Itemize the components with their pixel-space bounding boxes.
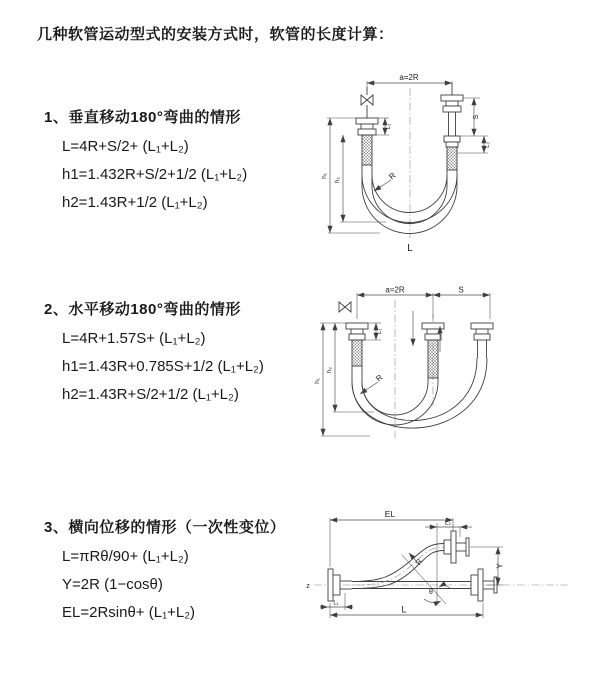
valve-icon bbox=[339, 302, 351, 312]
dim-label-h1: h₁ bbox=[321, 173, 328, 179]
formula-line: EL=2Rsinθ+ (L₁+L₂) bbox=[62, 604, 196, 621]
section-1-heading: 1、垂直移动180°弯曲的情形 bbox=[44, 109, 241, 126]
dim-label-l1: L₁ bbox=[333, 600, 339, 607]
diagram-lateral-displacement bbox=[298, 503, 590, 648]
section-2-heading: 2、水平移动180°弯曲的情形 bbox=[44, 301, 241, 318]
top-right-flange bbox=[444, 531, 469, 563]
dim-label-h2: h₂ bbox=[326, 366, 333, 374]
section-2 bbox=[44, 298, 264, 409]
dim-label-h2: h₂ bbox=[334, 176, 341, 184]
diagram-vertical-180-bend bbox=[318, 70, 576, 260]
section-3-heading: 3、横向位移的情形（一次性变位） bbox=[44, 519, 286, 536]
section-1 bbox=[44, 106, 247, 217]
dim-label-l1: L₁ bbox=[377, 328, 383, 335]
dim-label-s: S bbox=[458, 286, 464, 295]
formula-line: L=πRθ/90+ (L₁+L₂) bbox=[62, 548, 189, 565]
section-1-formulas bbox=[44, 133, 247, 217]
dim-label-s: S bbox=[473, 114, 480, 120]
hose-u-curves bbox=[362, 165, 457, 234]
dim-label-l2: L₂ bbox=[444, 519, 452, 527]
section-2-formulas bbox=[44, 325, 264, 409]
dim-label-y: Y bbox=[495, 563, 505, 569]
valve-icon bbox=[361, 95, 373, 105]
dim-label-a2r: a=2R bbox=[385, 286, 405, 295]
right-pipe-fitting bbox=[471, 323, 493, 358]
dim-label-el: EL bbox=[384, 509, 396, 519]
middle-pipe-fitting bbox=[422, 323, 444, 378]
left-pipe-fitting bbox=[356, 87, 378, 165]
dim-label-a2r: a=2R bbox=[399, 73, 419, 82]
formula-line: L=4R+S/2+ (L₁+L₂) bbox=[62, 138, 189, 155]
formula-line: Y=2R (1−cosθ) bbox=[62, 576, 163, 593]
section-3-formulas bbox=[44, 543, 285, 627]
formula-line: h2=1.43R+S/2+1/2 (L₁+L₂) bbox=[62, 386, 239, 403]
length-label: L bbox=[407, 243, 413, 254]
document-title: 几种软管运动型式的安装方式时，软管的长度计算： bbox=[37, 26, 394, 43]
radius-label: R bbox=[387, 170, 398, 182]
formula-line: h1=1.43R+0.785S+1/2 (L₁+L₂) bbox=[62, 358, 264, 375]
left-pipe-fitting bbox=[346, 323, 368, 366]
hose-u-curves bbox=[352, 358, 487, 428]
formula-line: h2=1.43R+1/2 (L₁+L₂) bbox=[62, 194, 208, 211]
section-3 bbox=[44, 516, 285, 627]
radius-label: R bbox=[374, 372, 385, 384]
dim-label-l2: L₂ bbox=[485, 142, 491, 148]
centerline-mark: z bbox=[306, 583, 310, 590]
angle-label: θ bbox=[429, 589, 433, 596]
formula-line: L=4R+1.57S+ (L₁+L₂) bbox=[62, 330, 206, 347]
radius-label: R bbox=[413, 557, 425, 567]
diagram-horizontal-180-bend bbox=[312, 286, 590, 454]
dim-label-h1: h₁ bbox=[314, 378, 321, 384]
dim-label-l1: L₁ bbox=[386, 123, 392, 130]
length-label: L bbox=[401, 604, 407, 615]
formula-line: h1=1.432R+S/2+1/2 (L₁+L₂) bbox=[62, 166, 248, 183]
right-pipe-fitting bbox=[441, 83, 463, 170]
